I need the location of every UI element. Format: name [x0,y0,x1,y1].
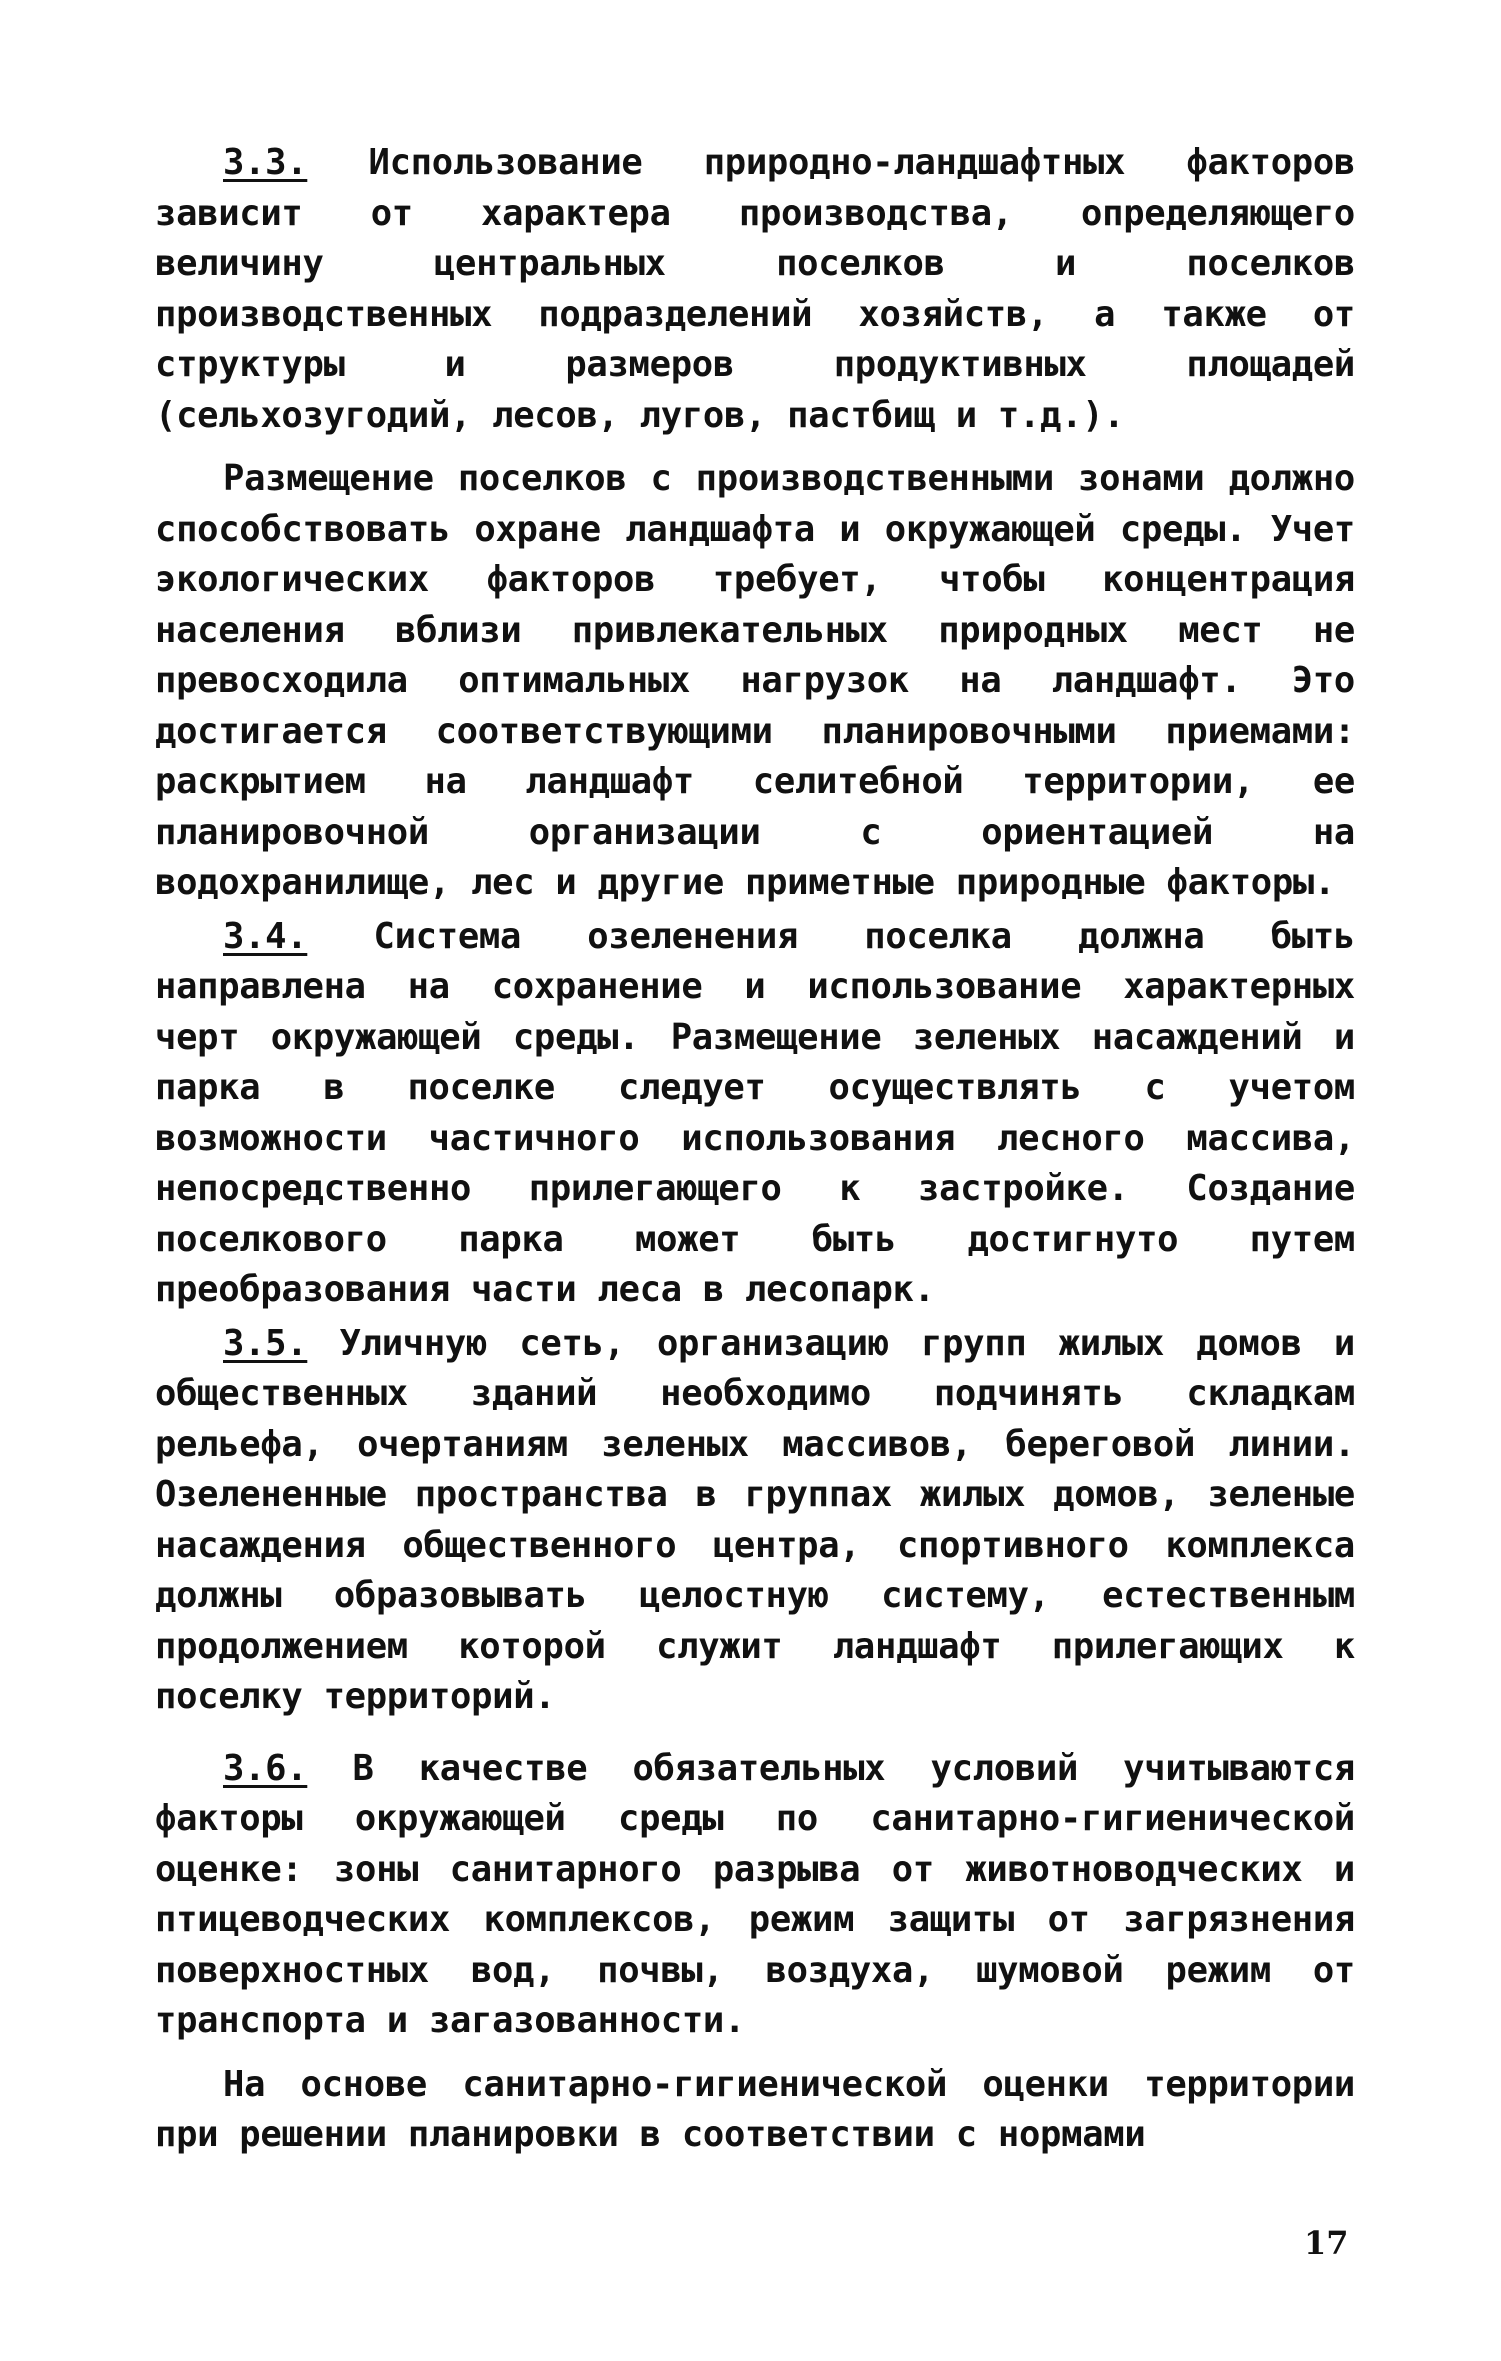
section-number-3-6: 3.6. [223,1747,308,1789]
paragraph-settlement-placement [155,454,1355,909]
section-number-3-5: 3.5. [223,1322,308,1364]
paragraph-sanitary-assessment [155,2060,1355,2161]
section-number-3-4: 3.4. [223,915,308,957]
paragraph-3-5 [155,1319,1355,1723]
paragraph-text: Размещение поселков с производственными зонами должно способствовать охране ландшафта и окружающей среды. Учет экологических факторов требует, чтобы концентрация населения вблизи привлекательных природных мест не превосходила оптимальных нагрузок на ландшафт. Это достигается соответствующими планировочными приемами: раскрытием на ландшафт селитебной территории, ее планировочной организации с ориентацией на водохранилище, лес и другие приметные природные факторы. [155,458,1355,903]
paragraph-text: Система озеленения поселка должна быть направлена на сохранение и использование характерных черт окружающей среды. Размещение зеленых насаждений и парка в поселке следует осуществлять с учетом возможности частичного использования лесного массива, непосредственно прилегающего к застройке. Создание поселкового парка может быть достигнуто путем преобразования части леса в лесопарк. [155,915,1355,1310]
paragraph-text: Уличную сеть, организацию групп жилых домов и общественных зданий необходимо подчинять складкам рельефа, очертаниям зеленых массивов, береговой линии. Озелененные пространства в группах жилых домов, зеленые насаждения общественного центра, спортивного комплекса должны образовывать целостную систему, естественным продолжением которой служит ландшафт прилегающих к поселку территорий. [155,1322,1355,1717]
document-body [155,138,1355,2161]
paragraph-3-4 [155,912,1355,1316]
page-number: 17 [1304,2224,1349,2262]
section-number-3-3: 3.3. [223,142,308,183]
paragraph-text: Использование природно-ландшафтных факторов зависит от характера производства, определяющего величину центральных поселков и поселков производственных подразделений хозяйств, а также от структуры и размеров продуктивных площадей (сельхозугодий, лесов, лугов, пастбищ и т.д.). [155,142,1355,436]
paragraph-text: В качестве обязательных условий учитываются факторы окружающей среды по санитарно-гигиенической оценке: зоны санитарного разрыва от животноводческих и птицеводческих комплексов, режим защиты от загрязнения поверхностных вод, почвы, воздуха, шумовой режим от транспорта и загазованности. [155,1747,1355,2041]
paragraph-3-3 [155,138,1355,441]
paragraph-text: На основе санитарно-гигиенической оценки территории при решении планировки в соответствии с нормами [155,2063,1355,2155]
paragraph-3-6 [155,1744,1355,2047]
